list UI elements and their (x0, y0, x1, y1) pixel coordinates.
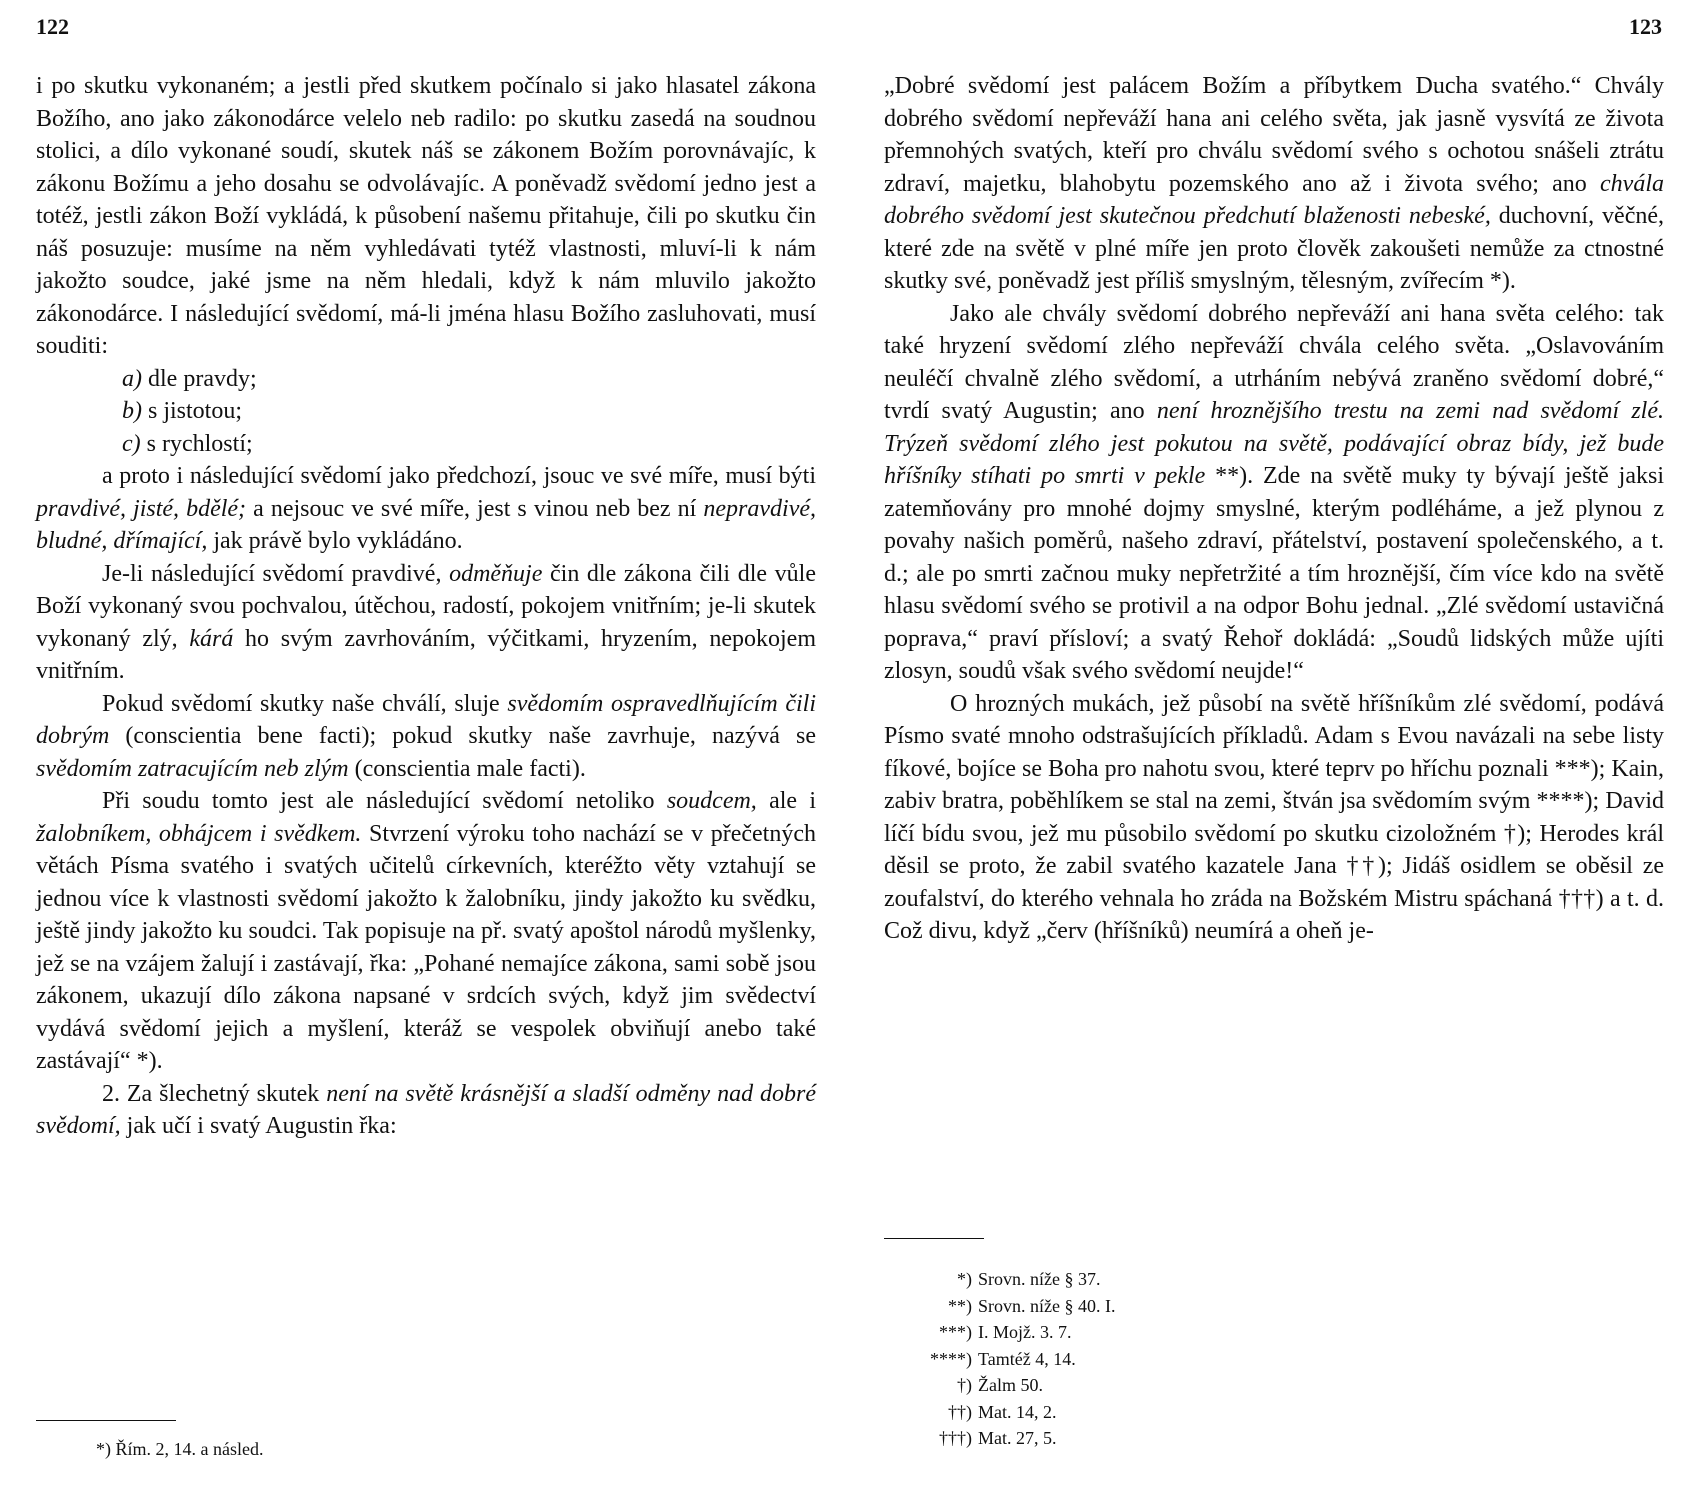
footnote-marker: ***) (939, 1322, 972, 1342)
footnote-divider (36, 1420, 176, 1421)
italic-run: odměňuje (449, 560, 543, 587)
left-paragraph-4 (36, 688, 816, 786)
footnote-marker: *) (957, 1269, 972, 1289)
footnote-text: I. Mojž. 3. 7. (978, 1322, 1072, 1342)
text-run: **). Zde na světě muky ty bývají ještě jaksi zatemňovány pro mnohé dojmy smyslné, kterým podléháme, a jež plynou z povahy našich poměrů, našeho zdraví, přátelství, postavení společenského, a t. d.; ale po smrti začnou muky nepřetržité a tím hroznější, čím více kdo na světě hlasu svědomí svého se protivil a na odpor Bohu jednal. „Zlé svědomí ustavičná poprava,“ praví přísloví; a svatý Řehoř dokládá: „Soudů lidských může ujíti zlosyn, soudů však svého svědomí neujde!“ (884, 463, 1664, 684)
right-paragraph-2 (884, 298, 1664, 688)
list-item-b (36, 395, 816, 428)
footnote-text: Mat. 27, 5. (978, 1428, 1057, 1448)
footnote-marker: **) (948, 1295, 972, 1316)
text-run: Pokud svědomí skutky naše chválí, sluje (102, 690, 508, 717)
list-marker: a) (122, 365, 142, 392)
left-footnote: *) Řím. 2, 14. a násled. (96, 1439, 264, 1459)
italic-run: není hroznějšího trestu na zemi nad svědomí zlé. Trýzeň svědomí zlého jest pokutou na světě, podávající obraz bídy, jež bude hříšníky stíhati po smrti v pekle (884, 398, 1664, 489)
text-run: ale i (756, 788, 817, 814)
text-run: (conscientia bene facti); pokud skutky naše zavrhuje, nazývá se (109, 723, 816, 749)
text-run: Stvrzení výroku toho nachází se v přečetných větách Písma svatého i svatých učitelů církevních, kteréžto věty vztahují se jednou více k vlastnosti svědomí jakožto k žalobníku, jindy jakožto ku svědku, ještě jindy jakožto ku soudci. Tak popisuje na př. svatý apoštol národů myšlenky, jež se na vzájem žalují i zastávají, řka: „Pohané nemajíce zákona, sami sobě jsou zákonem, ukazují dílo zákona napsané v srdcích svých, když jim svědectví vydává svědomí jejich a myšlení, kteráž se vespolek obviňují anebo také zastávají“ *). (36, 820, 816, 1074)
footnote-item (884, 1293, 1115, 1320)
left-paragraph-5 (36, 785, 816, 1078)
italic-run: soudcem, (666, 788, 757, 814)
left-paragraph-3 (36, 558, 816, 688)
list-item-c (36, 428, 816, 461)
italic-run: kárá (189, 625, 234, 652)
footnote-item (884, 1319, 1115, 1346)
right-paragraph-1 (884, 70, 1664, 298)
text-run: duchovní, věčné, které zde na světě v plné míře jen proto člověk zakoušeti nemůže za ctnostné skutky své, poněvadž jest příliš smyslným, tělesným, zvířecím *). (884, 203, 1664, 294)
list-text: s rychlostí; (146, 430, 253, 457)
text-run: „Dobré svědomí jest palácem Božím a příbytkem Ducha svatého.“ Chvály dobrého svědomí nepřeváží hana ani celého světa, jak jasně vysvítá ze života přemnohých svatých, kteří pro chválu svědomí svého s ochotou snášeli ztrátu zdraví, majetku, blahobytu pozemského ano až i života svého; ano (884, 73, 1664, 197)
left-paragraph-6 (36, 1078, 816, 1143)
list-text: dle pravdy; (148, 365, 257, 392)
footnote-text: Srovn. níže § 40. I. (978, 1295, 1116, 1316)
footnote-text: Žalm 50. (978, 1375, 1043, 1395)
list-text: s jistotou; (148, 398, 243, 424)
italic-run: chvála dobrého svědomí jest skutečnou předchutí blaženosti nebeské, (884, 170, 1664, 229)
right-paragraph-3: O hrozných mukách, jež působí na světě hříšníkům zlé svědomí, podává Písmo svaté mnoho odstrašujících příkladů. Adam s Evou navázali na sebe listy fíkové, bojíce se Boha pro nahotu svou, které teprv po hříchu poznali ***); Kain, zabiv bratra, poběhlíkem se stal na zemi, štván jsa svědomím svým ****); David líčí bídu svou, jež mu působilo svědomí po skutku cizoložném †); Herodes král děsil se proto, že zabil svatého kazatele Jana ††); Jidáš osidlem se oběsil ze zoufalství, do kterého vehnala ho zráda na Božském Mistru spáchaná †††) a t. d. Což divu, když „červ (hříšníků) neumírá a oheň je- (884, 690, 1664, 944)
left-page-number: 122 (36, 14, 69, 39)
list-marker: c) (122, 430, 141, 457)
list-item-a (36, 363, 816, 396)
footnote-item (884, 1399, 1115, 1426)
text-run: čin dle zákona čili dle vůle Boží vykonaný svou pochvalou, útěchou, radostí, pokojem vnitřním; je-li skutek vykonaný zlý, (36, 560, 816, 652)
text-run: (conscientia male facti). (348, 755, 586, 782)
list-marker: b) (122, 398, 142, 424)
text-run: jak učí i svatý Augustin řka: (120, 1113, 397, 1139)
right-page-number: 123 (1629, 14, 1662, 39)
footnote-marker: ****) (930, 1348, 972, 1369)
footnote-text: Srovn. níže § 37. (978, 1269, 1101, 1289)
italic-run: svědomím ospravedlňujícím čili dobrým (36, 690, 817, 749)
text-run: Je-li následující svědomí pravdivé, (102, 560, 450, 587)
footnote-item (884, 1346, 1115, 1373)
italic-run: nepravdivé, bludné, dřímající, (36, 495, 816, 554)
text-run: a proto i následující svědomí jako předchozí, jsouc ve své míře, musí býti (102, 463, 816, 489)
text-run: a nejsouc ve své míře, jest s vinou neb bez ní (246, 495, 704, 522)
footnote-item (884, 1372, 1115, 1399)
italic-run: svědomím zatracujícím neb zlým (36, 755, 349, 782)
right-footnotes (884, 1266, 1115, 1452)
footnote-divider (884, 1238, 984, 1239)
footnote-item (884, 1425, 1115, 1452)
footnote-marker: †) (957, 1375, 972, 1395)
italic-run: pravdivé, jisté, bdělé; (36, 495, 247, 522)
footnote-marker: ††) (948, 1401, 972, 1422)
text-run: 2. Za šlechetný skutek (102, 1080, 327, 1107)
footnote-text: Mat. 14, 2. (978, 1401, 1057, 1422)
left-paragraph-2 (36, 460, 816, 558)
left-column (36, 70, 816, 1143)
italic-run: žalobníkem, obhájcem i svědkem. (36, 820, 362, 847)
right-column (884, 70, 1664, 948)
footnote-marker: †††) (939, 1428, 972, 1448)
text-run: ho svým zavrhováním, výčitkami, hryzením, nepokojem vnitřním. (36, 625, 816, 684)
footnote-item (884, 1266, 1115, 1293)
text-run: Při soudu tomto jest ale následující svědomí netoliko (102, 788, 667, 814)
text-run: jak právě bylo vykládáno. (207, 528, 463, 554)
footnote-text: Tamtéž 4, 14. (978, 1348, 1076, 1369)
italic-run: není na světě krásnější a sladší odměny nad dobré svědomí, (36, 1080, 817, 1139)
left-paragraph-1: i po skutku vykonaném; a jestli před skutkem počínalo si jako hlasatel zákona Božího, ano jako zákonodárce velelo neb radilo: po skutku zasedá na soudnou stolici, a dílo vykonané soudí, skutek náš se zákonem Božím porovnávajíc, k zákonu Božímu a jeho dosahu se odvolávajíc. A poněvadž svědomí jedno jest a totéž, jestli zákon Boží vykládá, k působení našemu přitahuje, čili po skutku čin náš posuzuje: musíme na něm vyhledávati tytéž vlastnosti, mluví-li k nám jakožto soudce, jaké jsme na něm hledali, když k nám mluvilo jakožto zákonodárce. I následující svědomí, má-li jména hlasu Božího zasluhovati, musí souditi: (36, 73, 816, 359)
text-run: Jako ale chvály svědomí dobrého nepřeváží ani hana světa celého: tak také hryzení svědomí zlého nepřeváží chvála celého světa. „Oslavováním neuléčí chvalně zlého svědomí, a utrháním nebývá zraněno svědomí dobré,“ tvrdí svatý Augustin; ano (884, 300, 1664, 424)
